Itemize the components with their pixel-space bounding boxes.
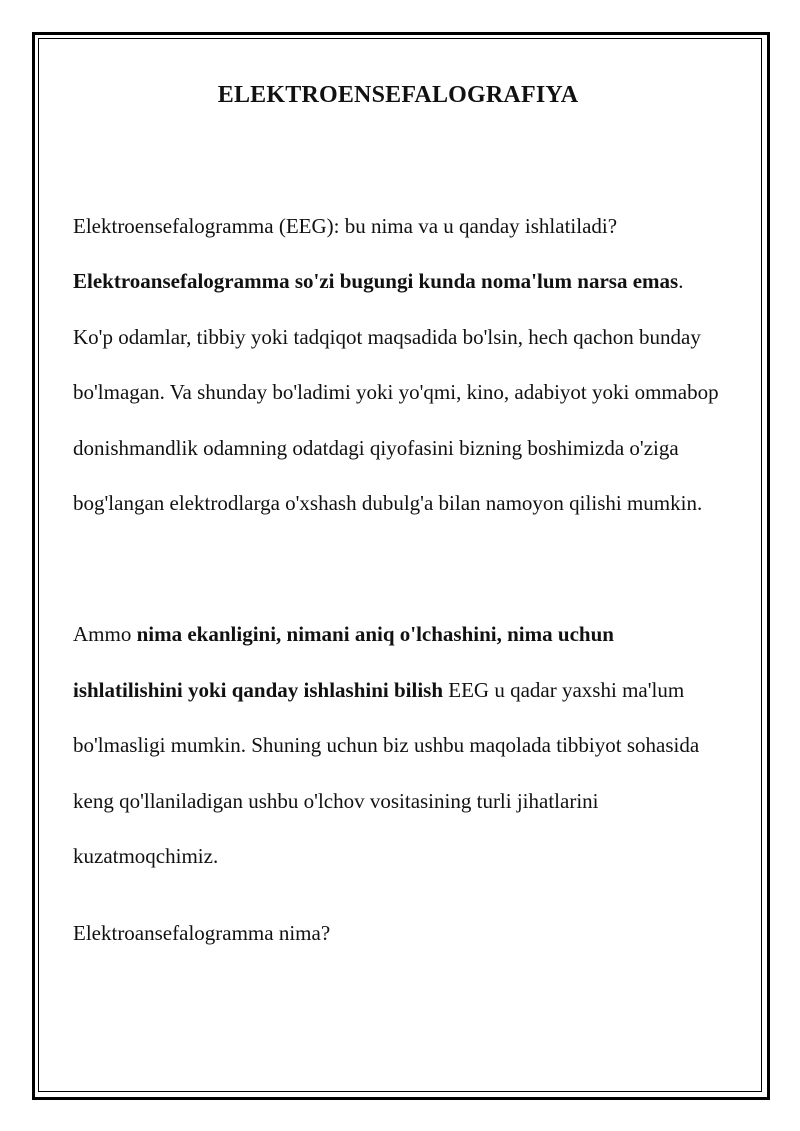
question-line: Elektroansefalogramma nima? — [73, 921, 331, 945]
paragraph-second-lead: Ammo — [73, 622, 137, 646]
paragraph-intro — [73, 254, 723, 532]
paragraph-second-bold: nima ekanligini, nimani aniq o'lchashini, nima uchun ishlatilishini yoki qanday ishlashini bilish — [73, 622, 614, 702]
paragraph-second-text: EEG u qadar yaxshi ma'lum bo'lmasligi mumkin. Shuning uchun biz ushbu maqolada tibbiyot sohasida keng qo'llaniladigan ushbu o'lchov vositasining turli jihatlarini kuzatmoqchimiz. — [73, 677, 700, 868]
paragraph-second — [73, 607, 723, 885]
paragraph-intro-text: . Ko'p odamlar, tibbiy yoki tadqiqot maqsadida bo'lsin, hech qachon bunday bo'lmagan. Va shunday bo'ladimi yoki yo'qmi, kino, adabiyot yoki ommabop donishmandlik odamning odatdagi qiyofasini bizning boshimizda o'ziga bog'langan elektrodlarga o'xshash dubulg'a bilan namoyon qilishi mumkin. — [73, 269, 719, 515]
section-heading-line: Elektroensefalogramma (EEG): bu nima va u qanday ishlatiladi? — [73, 214, 618, 238]
document-title: ELEKTROENSEFALOGRAFIYA — [217, 82, 579, 108]
paragraph-intro-bold: Elektroansefalogramma so'zi bugungi kunda noma'lum narsa emas — [73, 269, 679, 293]
